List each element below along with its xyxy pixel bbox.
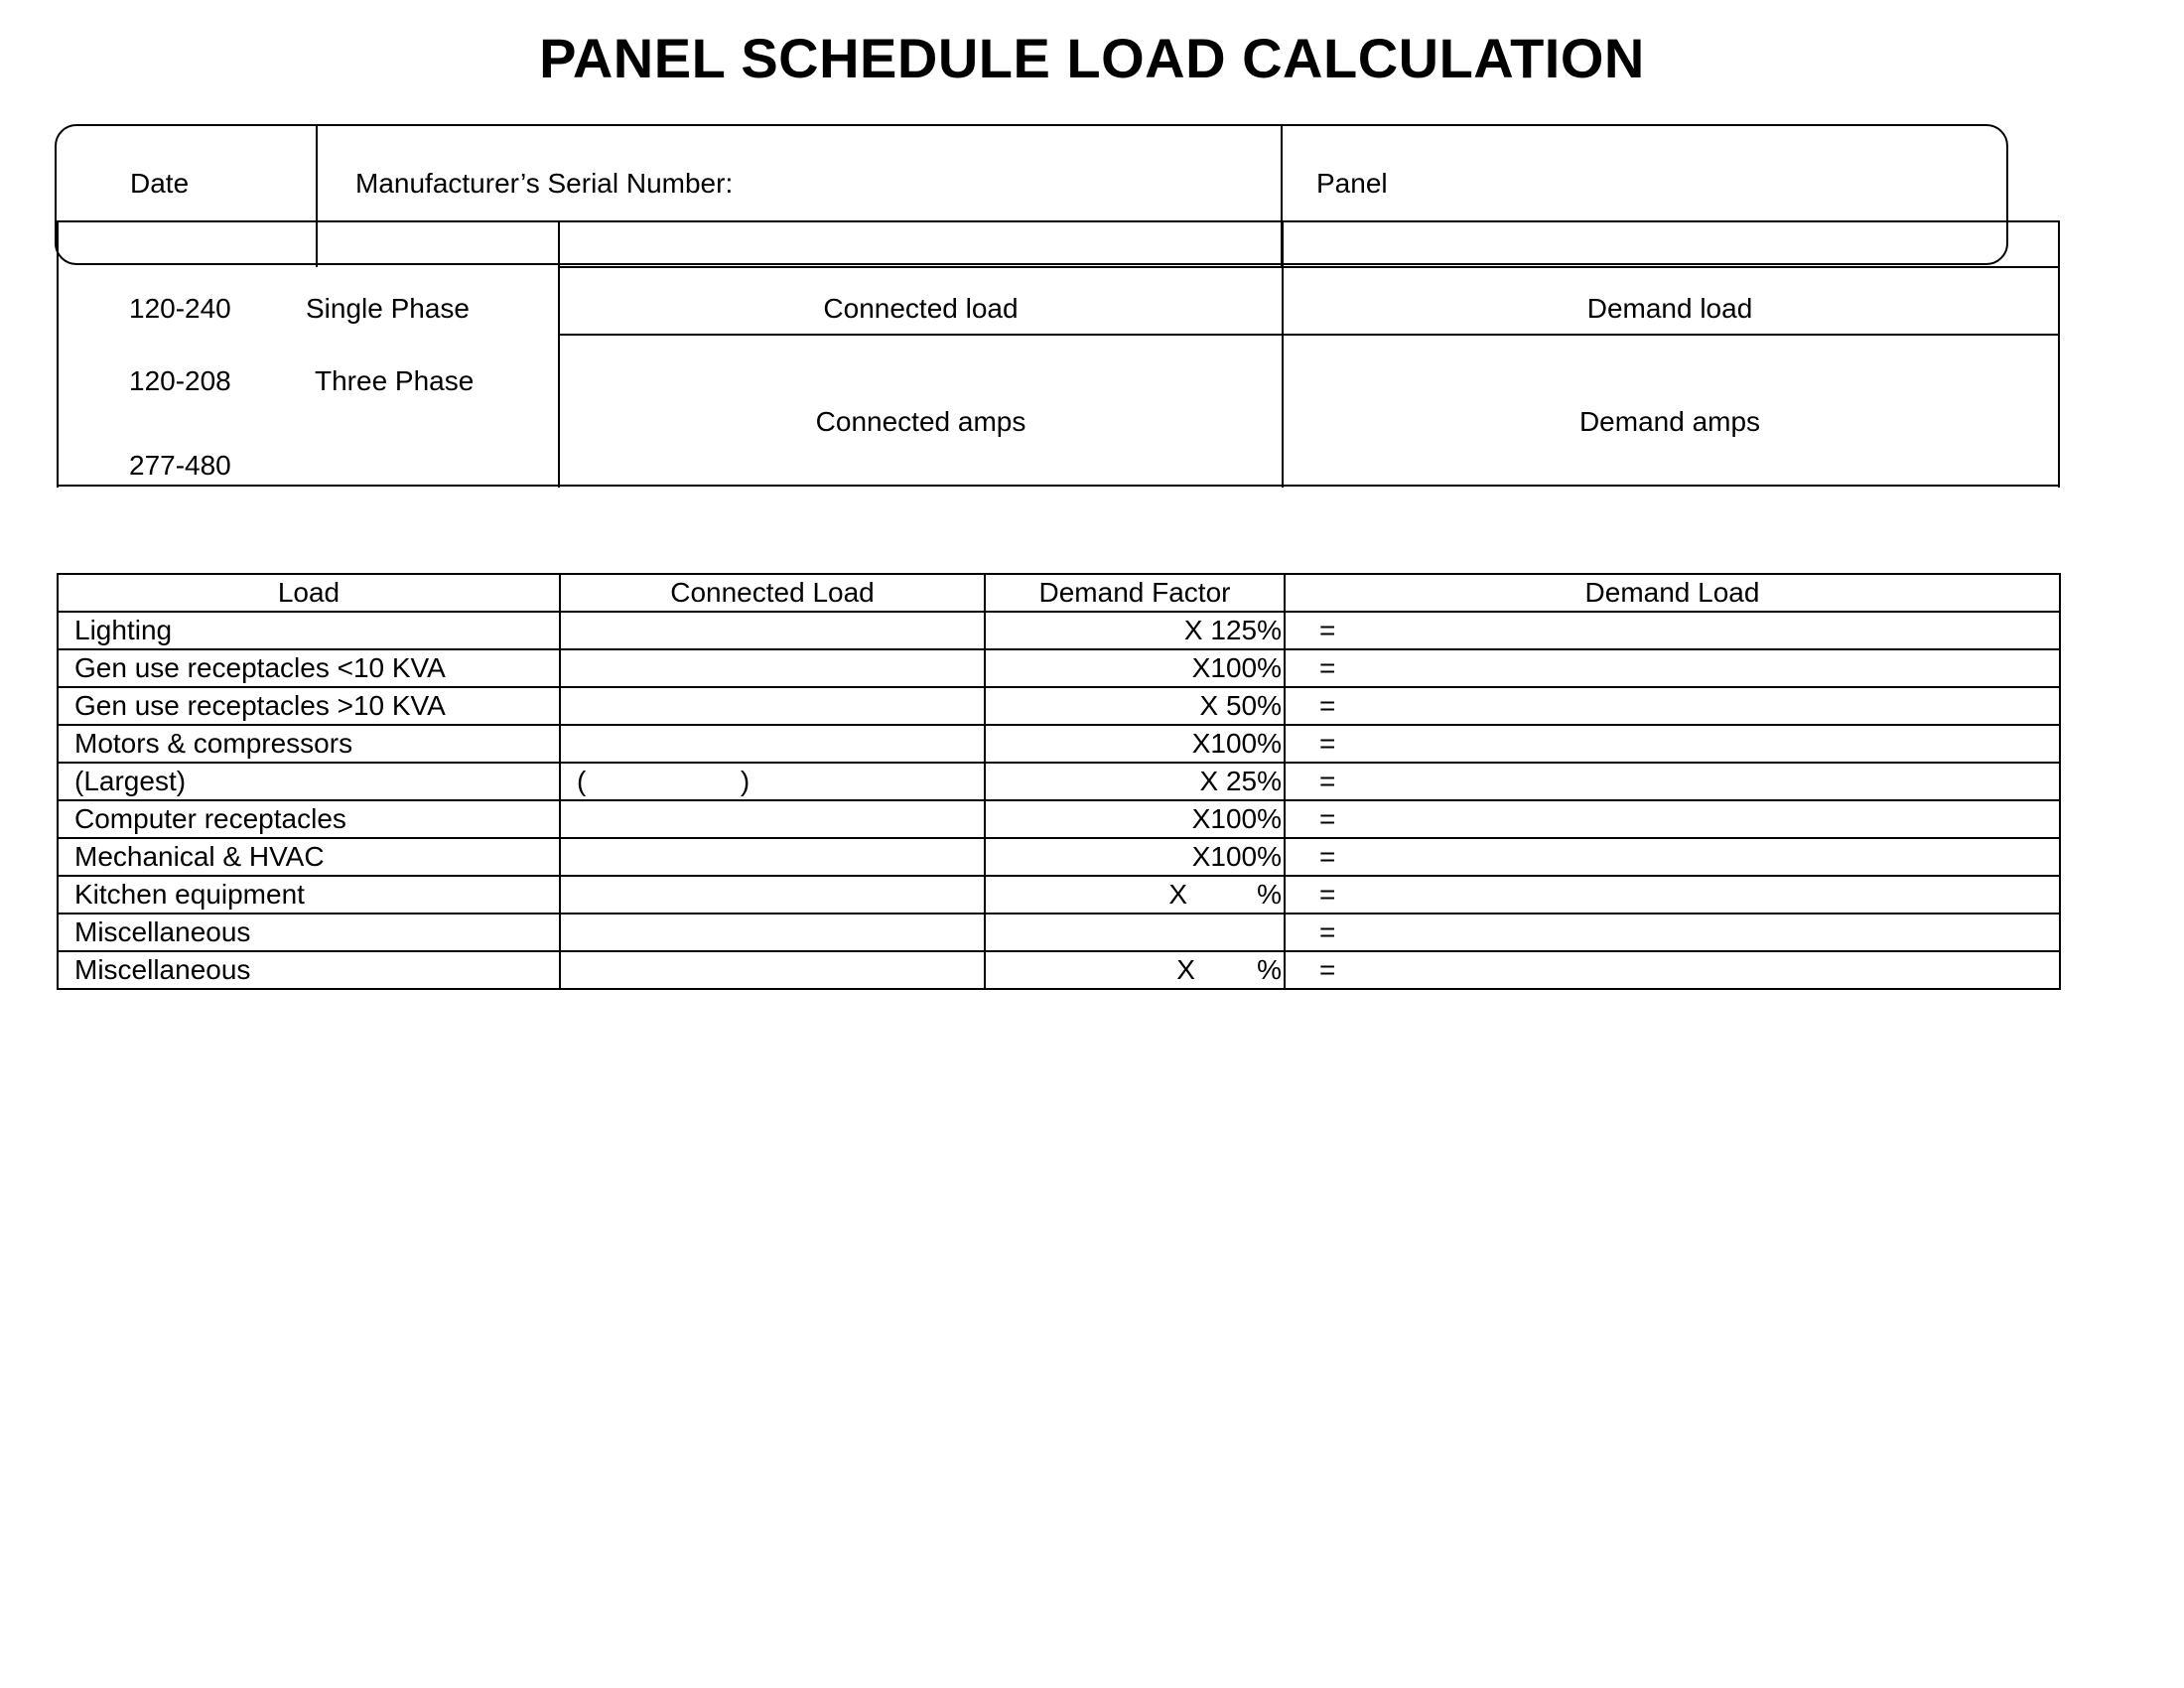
demand-load-cell[interactable]: = <box>1285 687 2060 725</box>
table-row <box>58 800 2060 838</box>
demand-load-cell[interactable]: = <box>1285 763 2060 800</box>
demand-factor-cell: X100% <box>985 725 1285 763</box>
connected-load-cell[interactable] <box>560 876 985 914</box>
load-name: Gen use receptacles >10 KVA <box>58 687 560 725</box>
load-name: Miscellaneous <box>58 914 560 951</box>
connected-load-cell[interactable] <box>560 800 985 838</box>
demand-factor-cell: X % <box>985 876 1285 914</box>
three-phase-label: Three Phase <box>315 365 475 396</box>
table-row <box>58 763 2060 800</box>
connected-load-cell[interactable] <box>560 687 985 725</box>
load-name: Miscellaneous <box>58 951 560 989</box>
divider <box>558 220 560 488</box>
divider <box>558 266 2059 268</box>
demand-load-label: Demand load <box>1586 293 1753 324</box>
connected-load-cell[interactable] <box>560 951 985 989</box>
column-header-demand-load: Demand Load <box>1285 574 2060 612</box>
load-name: Kitchen equipment <box>58 876 560 914</box>
demand-load-cell[interactable]: = <box>1285 876 2060 914</box>
demand-load-cell[interactable]: = <box>1285 951 2060 989</box>
divider <box>2058 220 2060 488</box>
connected-load-cell[interactable] <box>560 612 985 649</box>
divider <box>316 125 318 267</box>
table-row <box>58 951 2060 989</box>
column-header-connected-load: Connected Load <box>560 574 985 612</box>
demand-factor-cell: X 25% <box>985 763 1285 800</box>
demand-load-cell[interactable]: = <box>1285 914 2060 951</box>
divider <box>1282 220 1284 488</box>
connected-load-cell[interactable] <box>560 838 985 876</box>
demand-factor-cell: X100% <box>985 649 1285 687</box>
table-row <box>58 838 2060 876</box>
demand-load-cell[interactable]: = <box>1285 612 2060 649</box>
demand-load-cell[interactable]: = <box>1285 725 2060 763</box>
load-calculation-table <box>57 573 2061 990</box>
voltage-277-480: 277-480 <box>129 450 231 481</box>
connected-load-cell[interactable] <box>560 725 985 763</box>
connected-amps-label: Connected amps <box>815 406 1026 437</box>
load-name: Computer receptacles <box>58 800 560 838</box>
column-header-demand-factor: Demand Factor <box>985 574 1285 612</box>
table-row <box>58 914 2060 951</box>
connected-load-cell[interactable]: ( ) <box>560 763 985 800</box>
table-row <box>58 687 2060 725</box>
header-box <box>55 124 2008 265</box>
connected-load-label: Connected load <box>823 293 1019 324</box>
table-row <box>58 612 2060 649</box>
demand-load-cell[interactable]: = <box>1285 649 2060 687</box>
demand-factor-cell: X100% <box>985 800 1285 838</box>
load-name: (Largest) <box>58 763 560 800</box>
connected-load-cell[interactable] <box>560 914 985 951</box>
demand-factor-cell: X100% <box>985 838 1285 876</box>
demand-amps-label: Demand amps <box>1578 406 1761 437</box>
divider <box>57 220 59 488</box>
table-row <box>58 649 2060 687</box>
voltage-120-240: 120-240 <box>129 293 231 324</box>
load-name: Motors & compressors <box>58 725 560 763</box>
demand-factor-cell: X 50% <box>985 687 1285 725</box>
table-header-row <box>58 574 2060 612</box>
demand-factor-cell: X 125% <box>985 612 1285 649</box>
divider <box>558 334 2059 336</box>
load-name: Gen use receptacles <10 KVA <box>58 649 560 687</box>
demand-factor-cell <box>985 914 1285 951</box>
page-title: PANEL SCHEDULE LOAD CALCULATION <box>539 27 1645 89</box>
serial-number-label: Manufacturer’s Serial Number: <box>355 168 734 199</box>
demand-factor-cell: X % <box>985 951 1285 989</box>
divider <box>57 485 2059 487</box>
table-row <box>58 876 2060 914</box>
connected-load-cell[interactable] <box>560 649 985 687</box>
panel-label: Panel <box>1316 168 1388 199</box>
load-name: Mechanical & HVAC <box>58 838 560 876</box>
voltage-120-208: 120-208 <box>129 365 231 396</box>
single-phase-label: Single Phase <box>306 293 471 324</box>
table-row <box>58 725 2060 763</box>
demand-load-cell[interactable]: = <box>1285 838 2060 876</box>
load-name: Lighting <box>58 612 560 649</box>
demand-load-cell[interactable]: = <box>1285 800 2060 838</box>
column-header-load: Load <box>58 574 560 612</box>
date-label: Date <box>130 168 190 199</box>
divider <box>57 220 2059 222</box>
